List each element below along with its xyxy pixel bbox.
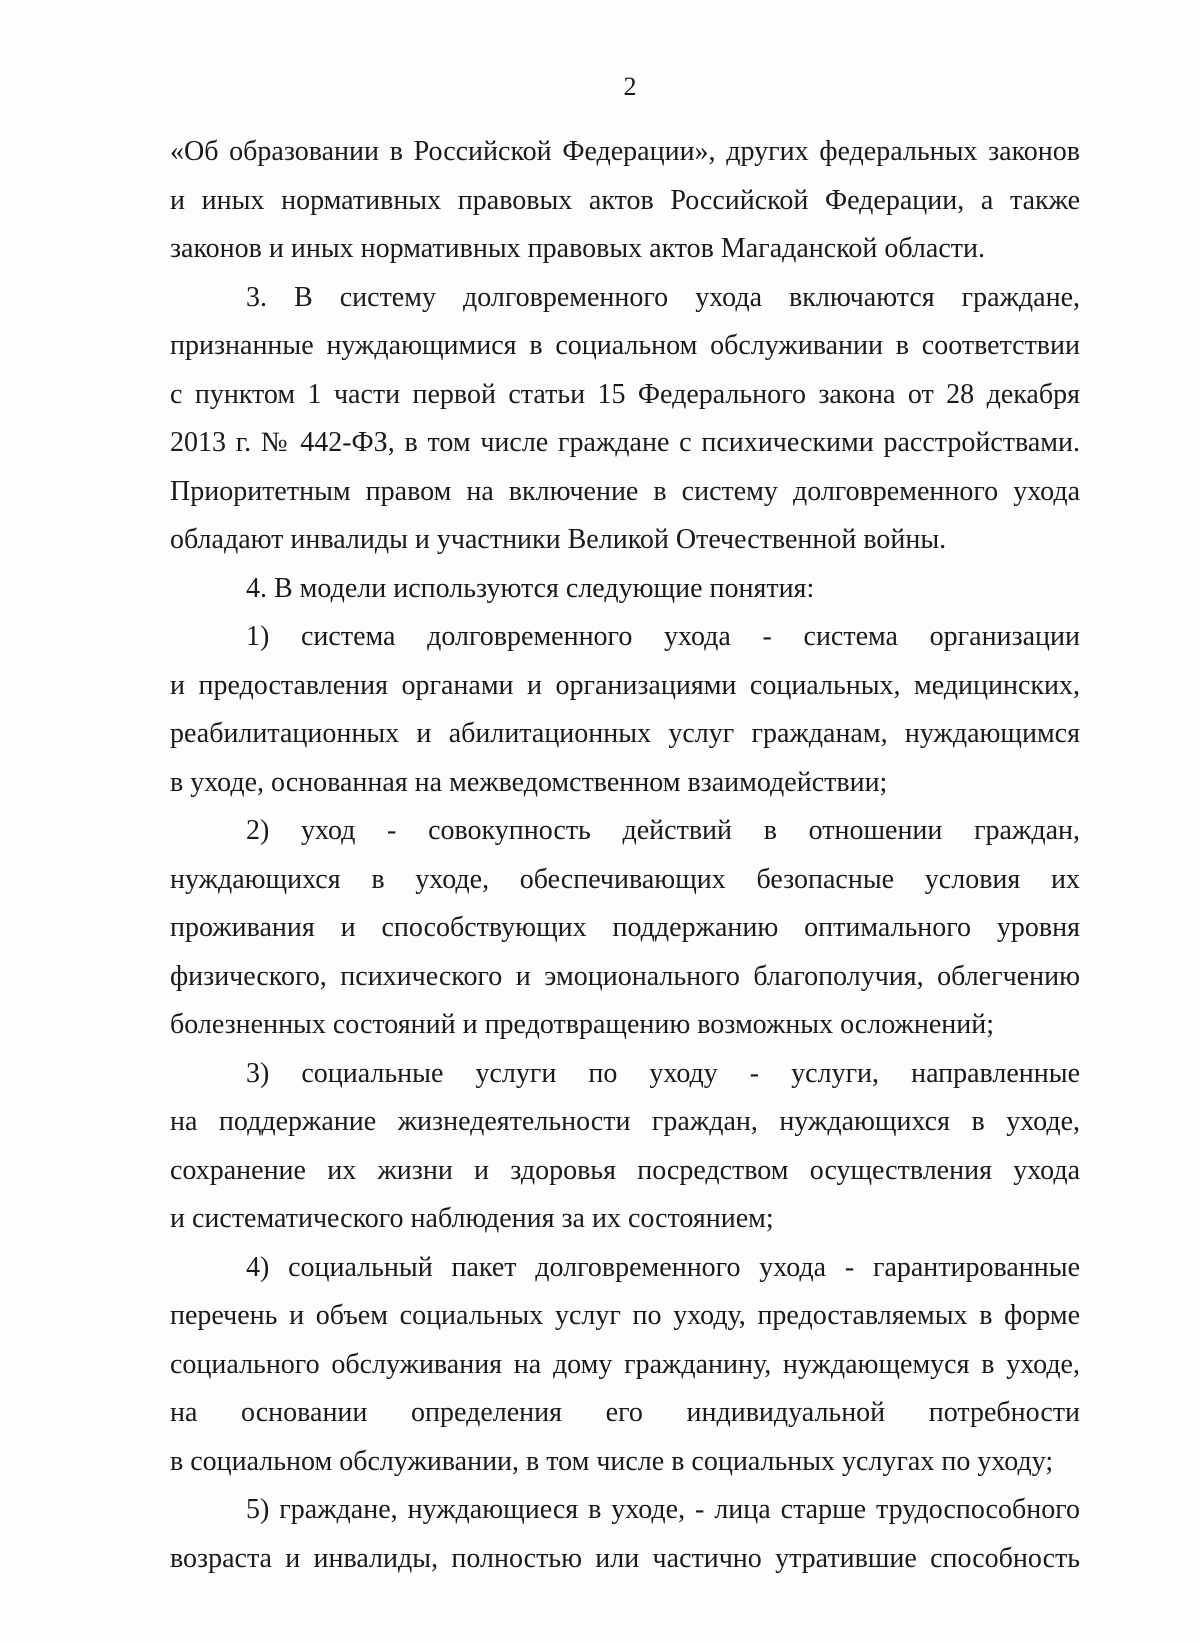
text-line: социального обслуживания на дому гражданину, нуждающемуся в уходе, [170,1348,1080,1380]
text-line: с пунктом 1 части первой статьи 15 Федерального закона от 28 декабря [170,378,1080,410]
text-line: 5) граждане, нуждающиеся в уходе, - лица старше трудоспособного [246,1494,1080,1525]
text-line: 3) социальные услуги по уходу - услуги, направленные [246,1057,1080,1089]
text-line: 2) уход - совокупность действий в отношении граждан, [246,815,1080,846]
text-line: перечень и объем социальных услуг по уходу, предоставляемых в форме [170,1300,1080,1331]
text-line: реабилитационных и абилитационных услуг гражданам, нуждающимся [170,718,1080,749]
text-line: 1) система долговременного ухода - система организации [246,621,1080,652]
text-line: законов и иных нормативных правовых актов Магаданской области. [170,233,985,264]
text-line: 3. В систему долговременного ухода включаются граждане, [246,281,1080,313]
paragraph [170,807,1080,1050]
text-line: 2013 г. № 442-ФЗ, в том числе граждане с психическими расстройствами. [170,427,1080,458]
text-line: и систематического наблюдения за их состоянием; [170,1203,774,1234]
text-line: проживания и способствующих поддержанию оптимального уровня [170,912,1080,943]
text-line: возраста и инвалиды, полностью или частично утратившие способность [170,1542,1080,1574]
text-line: физического, психического и эмоционального благополучия, облегчению [170,960,1080,992]
text-line: в социальном обслуживании, в том числе в социальных услугах по уходу; [170,1445,1054,1477]
text-line: и предоставления органами и организациями социальных, медицинских, [170,669,1080,701]
text-line: в уходе, основанная на межведомственном взаимодействии; [170,766,888,798]
text-line: на поддержание жизнедеятельности граждан, нуждающихся в уходе, [170,1106,1080,1137]
text-line: признанные нуждающимися в социальном обслуживании в соответствии [170,330,1080,361]
paragraph [170,1244,1080,1487]
text-line: болезненных состояний и предотвращению возможных осложнений; [170,1009,995,1040]
text-line: «Об образовании в Российской Федерации», других федеральных законов [170,136,1080,167]
text-line: Приоритетным правом на включение в систему долговременного ухода [170,475,1080,507]
paragraph [170,1486,1080,1583]
text-line: обладают инвалиды и участники Великой Отечественной войны. [170,524,947,555]
text-line: нуждающихся в уходе, обеспечивающих безопасные условия их [170,863,1080,895]
paragraph [170,565,1080,614]
paragraph [170,128,1080,274]
paragraph [170,274,1080,565]
text-line: на основании определения его индивидуальной потребности [170,1397,1080,1428]
text-line: и иных нормативных правовых актов Российской Федерации, а также [170,184,1080,216]
page-number: 2 [623,72,637,101]
text-line: сохранение их жизни и здоровья посредством осуществления ухода [170,1154,1080,1186]
document-body [170,128,1080,1583]
paragraph [170,1050,1080,1244]
text-line: 4) социальный пакет долговременного ухода - гарантированные [246,1251,1080,1283]
paragraph [170,613,1080,807]
text-line: 4. В модели используются следующие понятия: [246,572,815,604]
